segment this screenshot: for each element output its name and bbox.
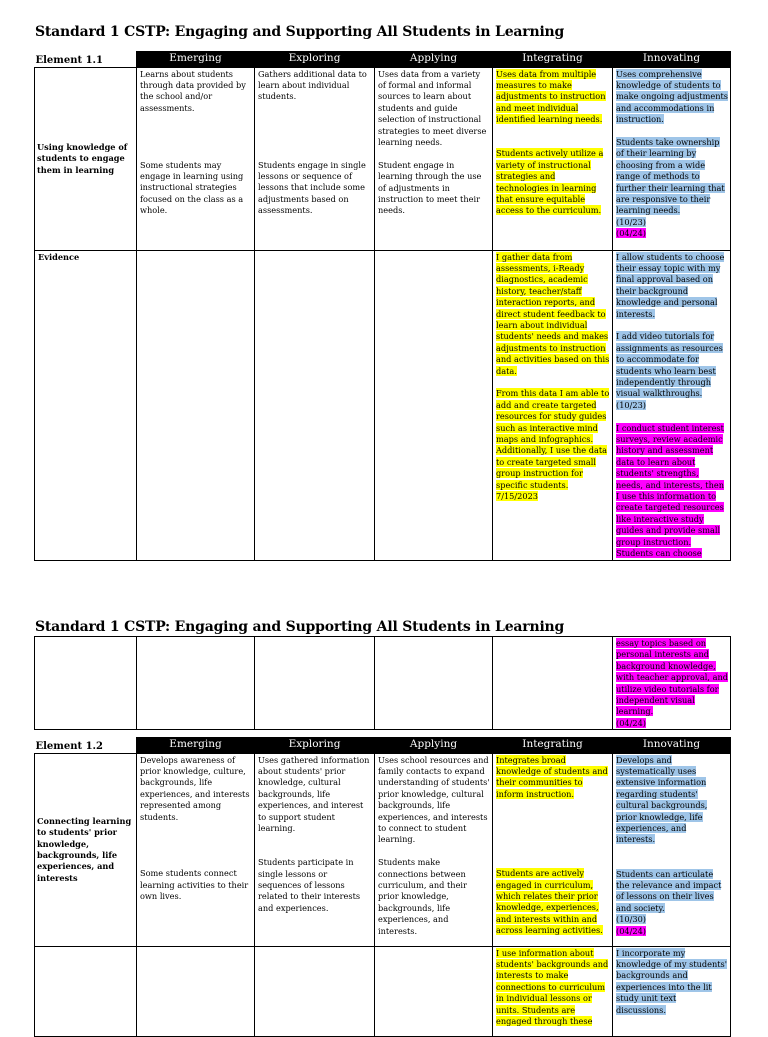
evidence-innovating — [613, 250, 731, 560]
cell-emerging — [137, 753, 255, 946]
cell-text: Some students connect learning activities to their own lives. — [140, 868, 249, 902]
evidence-text: I allow students to choose their essay topic with my final approval based on their background knowledge and personal interests. — [616, 251, 725, 319]
date-stamp: (10/30) — [616, 914, 646, 925]
continued-innovating — [613, 637, 731, 730]
cell-text: Uses data from multiple measures to make adjustments to instruction and meet individual identified learning needs. — [496, 68, 606, 125]
evidence-applying — [375, 250, 493, 560]
header-innovating: Innovating — [613, 738, 731, 754]
evidence-text: From this data I am able to add and create targeted resources for study guides such as interactive mind maps and infographics. Additionally, I use the data to create targeted small group instruction for specific students. 7/15/2023 — [496, 388, 610, 502]
cell-text: Students are actively engaged in curriculum, which relates their prior knowledge, experiences, and interests within and across learning activities. — [496, 868, 603, 936]
cell-text: Students engage in single lessons or sequence of lessons that include some adjustments based on assessments. — [258, 159, 366, 216]
header-integrating: Integrating — [493, 52, 613, 68]
cell-text: Students take ownership of their learning by choosing from a wide range of methods to further their learning that are responsive to their learning needs. — [616, 136, 725, 216]
evidence-row — [35, 946, 731, 1036]
cell-text: Students can articulate the relevance and impact of lessons on their lives and society. — [616, 868, 722, 913]
date-stamp: (04/24) — [616, 228, 646, 239]
cell-innovating — [613, 753, 731, 946]
element-label: Element 1.2 — [35, 738, 137, 754]
continued-label — [35, 637, 137, 730]
date-stamp: (10/23) — [616, 216, 646, 227]
cell-emerging — [137, 67, 255, 250]
evidence-emerging — [137, 946, 255, 1036]
evidence-integrating — [493, 946, 613, 1036]
cell-text: Gathers additional data to learn about individual students. — [258, 68, 367, 102]
evidence-row — [35, 250, 731, 560]
cell-integrating — [493, 753, 613, 946]
continued-applying — [375, 637, 493, 730]
cell-text: Uses school resources and family contacts to expand understanding of students' prior knowledge, cultural backgrounds, life experiences, and interests to connect to student learning. — [378, 754, 490, 845]
cell-text: Develops awareness of prior knowledge, culture, backgrounds, life experiences, and interests represented among students. — [140, 754, 250, 822]
evidence-label — [35, 946, 137, 1036]
header-exploring: Exploring — [255, 52, 375, 68]
evidence-exploring — [255, 250, 375, 560]
cell-text: Students participate in single lessons or sequences of lessons related to their interests and experiences. — [258, 857, 361, 913]
cell-text: Uses comprehensive knowledge of students to make ongoing adjustments and accommodations in instruction. — [616, 68, 728, 125]
cell-innovating — [613, 67, 731, 250]
continued-exploring — [255, 637, 375, 730]
date-stamp: (04/24) — [616, 925, 646, 936]
page-title: Standard 1 CSTP: Engaging and Supporting All Students in Learning — [35, 619, 565, 635]
evidence-text: I add video tutorials for assignments as resources to accommodate for students who learn best independently through visual walkthroughs. — [616, 331, 723, 399]
cell-applying — [375, 67, 493, 250]
rubric-row — [35, 753, 731, 946]
page-title: Standard 1 CSTP: Engaging and Supporting All Students in Learning — [35, 24, 565, 40]
date-stamp: (10/23) — [616, 399, 646, 410]
cell-text: Uses data from a variety of formal and informal sources to learn about students and guide selection of instructional strategies to meet diverse learning needs. — [378, 68, 487, 147]
cell-applying — [375, 753, 493, 946]
evidence-innovating — [613, 946, 731, 1036]
evidence-text: essay topics based on personal interests and background knowledge, with teacher approval, and utilize video tutorials for independent visual learning. — [616, 638, 728, 717]
header-integrating: Integrating — [493, 738, 613, 754]
cell-text: Develops and systematically uses extensive information regarding students' cultural backgrounds, prior knowledge, life experiences, and interests. — [616, 754, 708, 845]
header-applying: Applying — [375, 738, 493, 754]
cell-exploring — [255, 67, 375, 250]
rubric-table-element-1-2 — [34, 737, 731, 1037]
evidence-exploring — [255, 946, 375, 1036]
row-label: Using knowledge of students to engage them in learning — [35, 67, 137, 250]
row-label: Connecting learning to students' prior knowledge, backgrounds, life experiences, and interests — [35, 753, 137, 946]
cell-text: Students actively utilize a variety of instructional strategies and technologies in learning that ensure equitable access to the curriculum. — [496, 148, 604, 216]
evidence-text: I conduct student interest surveys, review academic history and assessment data to learn about students' strengths, needs, and interests, then I use this information to create targeted resources like interactive study guides and provide small group instruction. Students can choose — [616, 422, 724, 559]
header-emerging: Emerging — [137, 52, 255, 68]
continued-table — [34, 636, 731, 730]
header-applying: Applying — [375, 52, 493, 68]
continued-emerging — [137, 637, 255, 730]
header-innovating: Innovating — [613, 52, 731, 68]
cell-text: Students make connections between curriculum, and their prior knowledge, backgrounds, life experiences, and interests. — [378, 857, 467, 936]
header-emerging: Emerging — [137, 738, 255, 754]
rubric-table-element-1-1 — [34, 51, 731, 561]
evidence-text: I gather data from assessments, i-Ready diagnostics, academic history, teacher/staff interaction reports, and direct student feedback to learn about individual students' needs and makes adjustments to instruction and activities based on this data. — [496, 251, 610, 376]
cell-integrating — [493, 67, 613, 250]
cell-exploring — [255, 753, 375, 946]
cell-text: Learns about students through data provided by the school and/or assessments. — [140, 68, 246, 113]
evidence-text: I incorporate my knowledge of my students' backgrounds and experiences into the lit study unit text discussions. — [616, 947, 727, 1015]
header-exploring: Exploring — [255, 738, 375, 754]
evidence-emerging — [137, 250, 255, 560]
cell-text: Integrates broad knowledge of students and their communities to inform instruction. — [496, 754, 608, 799]
cell-text: Uses gathered information about students' prior knowledge, cultural backgrounds, life experiences, and interest to support student learning. — [258, 754, 370, 833]
evidence-integrating — [493, 250, 613, 560]
element-label: Element 1.1 — [35, 52, 137, 68]
continued-integrating — [493, 637, 613, 730]
evidence-label: Evidence — [35, 250, 137, 560]
cell-text: Student engage in learning through the use of adjustments in instruction to meet their needs. — [378, 159, 482, 216]
rubric-row — [35, 67, 731, 250]
cell-text: Some students may engage in learning using instructional strategies focused on the class as a whole. — [140, 159, 244, 216]
evidence-applying — [375, 946, 493, 1036]
date-stamp: (04/24) — [616, 717, 646, 728]
evidence-text: I use information about students' backgrounds and interests to make connections to curriculum in individual lessons or units. Students are engaged through these — [496, 947, 609, 1026]
